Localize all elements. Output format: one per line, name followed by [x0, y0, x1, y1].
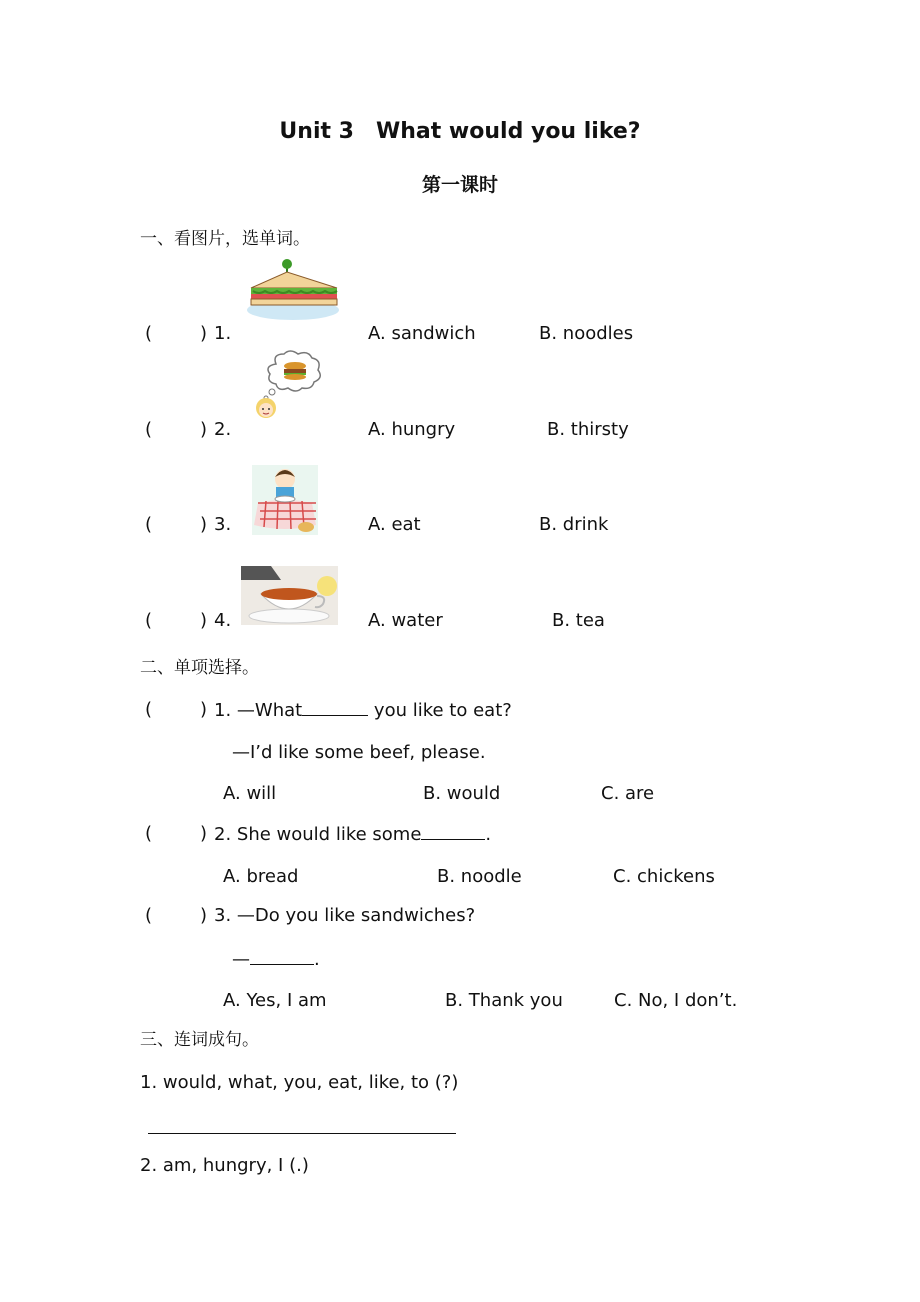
- answer-open-paren: (: [145, 905, 153, 926]
- page-title: Unit 3 What would you like?: [279, 119, 641, 144]
- option-b: B. tea: [552, 610, 605, 631]
- dialogue-answer: —I’d like some beef, please.: [232, 742, 486, 763]
- tea-cup-image: [241, 566, 338, 625]
- option-b: B. noodles: [539, 323, 634, 344]
- option-c: C. are: [601, 783, 655, 804]
- option-a: A. hungry: [368, 419, 456, 440]
- option-c: C. No, I don’t.: [614, 990, 738, 1011]
- item-number: 2.: [214, 419, 232, 440]
- section2-heading: 二、单项选择。: [140, 658, 259, 678]
- option-a: A. will: [223, 783, 277, 804]
- answer-close-paren: ): [200, 514, 208, 535]
- sentence-prompt-2: 2. am, hungry, I (.): [140, 1155, 309, 1176]
- answer-close-paren: ): [200, 419, 208, 440]
- answer-close-paren: ): [200, 823, 208, 844]
- question-stem-part-b: you like to eat?: [368, 700, 512, 721]
- reply-dash: —: [232, 949, 250, 970]
- reply-period: .: [314, 949, 320, 970]
- answer-open-paren: (: [145, 699, 153, 720]
- option-b: B. noodle: [437, 866, 522, 887]
- option-a: A. Yes, I am: [223, 990, 327, 1011]
- hungry-girl-image: [250, 350, 325, 420]
- option-a: A. bread: [223, 866, 299, 887]
- question-stem: [214, 701, 512, 720]
- option-b: B. Thank you: [445, 990, 563, 1011]
- fill-in-blank[interactable]: [421, 825, 485, 840]
- option-c: C. chickens: [613, 866, 715, 887]
- answer-open-paren: (: [145, 823, 153, 844]
- answer-close-paren: ): [200, 323, 208, 344]
- item-number: 3.: [214, 514, 232, 535]
- answer-open-paren: (: [145, 323, 153, 344]
- item-number: 1.: [214, 323, 232, 344]
- sandwich-image: [245, 258, 341, 322]
- option-b: B. would: [423, 783, 501, 804]
- question-stem-part-a: 2. She would like some: [214, 824, 422, 845]
- answer-line-1[interactable]: [148, 1133, 456, 1134]
- option-a: A. eat: [368, 514, 421, 535]
- fill-in-blank[interactable]: [250, 950, 314, 965]
- item-number: 4.: [214, 610, 232, 631]
- answer-close-paren: ): [200, 610, 208, 631]
- answer-open-paren: (: [145, 419, 153, 440]
- question-stem: [214, 825, 491, 844]
- dialogue-reply: [232, 950, 320, 969]
- lesson-subtitle: 第一课时: [421, 174, 498, 196]
- answer-close-paren: ): [200, 905, 208, 926]
- sentence-prompt-1: 1. would, what, you, eat, like, to (?): [140, 1072, 459, 1093]
- fill-in-blank[interactable]: [302, 701, 368, 716]
- section1-heading: 一、看图片，选单词。: [140, 229, 310, 249]
- option-b: B. thirsty: [547, 419, 629, 440]
- section3-heading: 三、连词成句。: [140, 1030, 259, 1050]
- answer-open-paren: (: [145, 514, 153, 535]
- eating-boy-image: [252, 465, 318, 535]
- option-b: B. drink: [539, 514, 609, 535]
- question-stem-part-b: .: [485, 824, 492, 845]
- answer-open-paren: (: [145, 610, 153, 631]
- answer-close-paren: ): [200, 699, 208, 720]
- option-a: A. water: [368, 610, 443, 631]
- question-stem: 3. —Do you like sandwiches?: [214, 905, 476, 926]
- option-a: A. sandwich: [368, 323, 476, 344]
- question-stem-part-a: 1. —What: [214, 700, 303, 721]
